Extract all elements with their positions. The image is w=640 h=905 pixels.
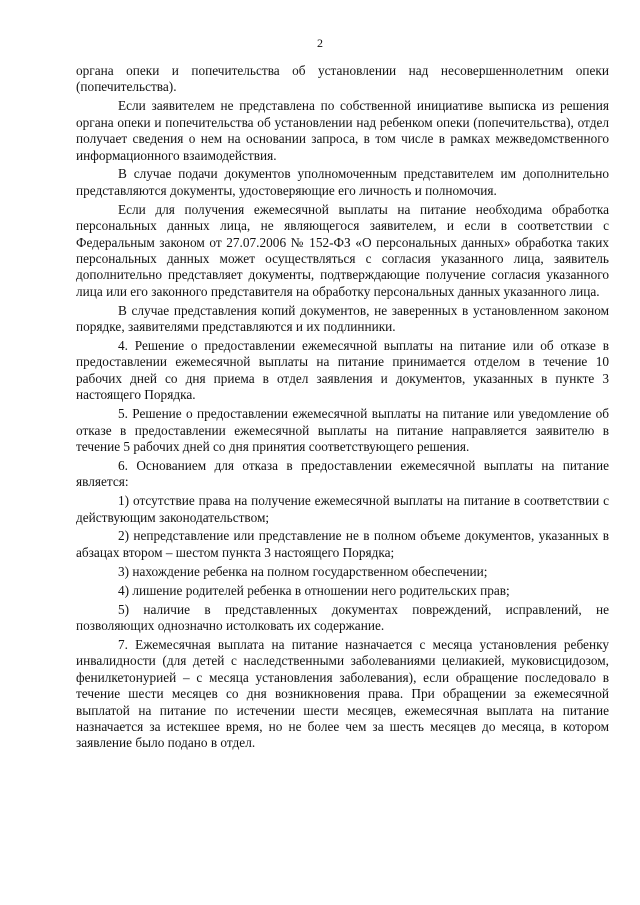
document-body [76,63,609,754]
list-item-refusal-3: 3) нахождение ребенка на полном государственном обеспечении; [118,563,488,579]
list-item-refusal-5: 5) наличие в представленных документах повреждений, исправлений, не позволяющих однозначно истолковать их содержание. [76,601,609,633]
paragraph-guardianship-extract: Если заявителем не представлена по собственной инициативе выписка из решения органа опеки и попечительства об установлении над ребенком опеки (попечительства), отдел получает сведения о нем на основании запроса, в том числе в рамках межведомственного информационного взаимодействия. [76,98,609,163]
paragraph-clause-6: 6. Основанием для отказа в предоставлении ежемесячной выплаты на питание является: [76,457,609,490]
list-item-refusal-4: 4) лишение родителей ребенка в отношении него родительских прав; [118,582,510,598]
paragraph-clause-4: 4. Решение о предоставлении ежемесячной выплаты на питание или об отказе в предоставлении ежемесячной выплаты на питание принимается отделом в течение 10 рабочих дней со дня приема в отдел заявления и документов, указанных в пункте 3 настоящего Порядка. [76,338,609,403]
paragraph-authorized-representative: В случае подачи документов уполномоченным представителем им дополнительно представляются документы, удостоверяющие его личность и полномочия. [76,166,609,198]
paragraph-document-copies: В случае представления копий документов, не заверенных в установленном законом порядке, заявителями представляются и их подлинники. [76,302,609,335]
paragraph-continuation: органа опеки и попечительства об установлении над несовершеннолетним опеки (попечительства). [76,63,609,95]
paragraph-personal-data-consent: Если для получения ежемесячной выплаты на питание необходима обработка персональных данных лица, не являющегося заявителем, и если в соответствии с Федеральным законом от 27.07.2006 № 152-ФЗ «О персональных данных» обработка таких персональных данных может осуществляться с согласия указанного лица, заявитель дополнительно представляет документы, подтверждающие получение согласия указанного лица или его законного представителя на обработку персональных данных указанного лица. [76,201,609,299]
list-item-refusal-1: 1) отсутствие права на получение ежемесячной выплаты на питание в соответствии с действующим законодательством; [76,493,609,525]
list-item-refusal-2: 2) непредставление или представление не в полном объеме документов, указанных в абзацах втором – шестом пункта 3 настоящего Порядка; [76,528,609,560]
page-number: 2 [317,36,323,50]
paragraph-clause-7: 7. Ежемесячная выплата на питание назначается с месяца установления ребенку инвалидности (для детей с наследственными заболеваниями целиакией, муковисцидозом, фенилкетонурией – с месяца установления заболевания), если обращение последовало в течение шести месяцев со дня возникновения права. При обращении за ежемесячной выплатой на питание по истечении шести месяцев, ежемесячная выплата на питание назначается за истекшее время, но не более чем за шесть месяцев до месяца, в котором заявление было подано в отдел. [76,636,609,751]
paragraph-clause-5: 5. Решение о предоставлении ежемесячной выплаты на питание или уведомление об отказе в предоставлении ежемесячной выплаты на питание направляется заявителю в течение 5 рабочих дней со дня принятия соответствующего решения. [76,406,609,454]
